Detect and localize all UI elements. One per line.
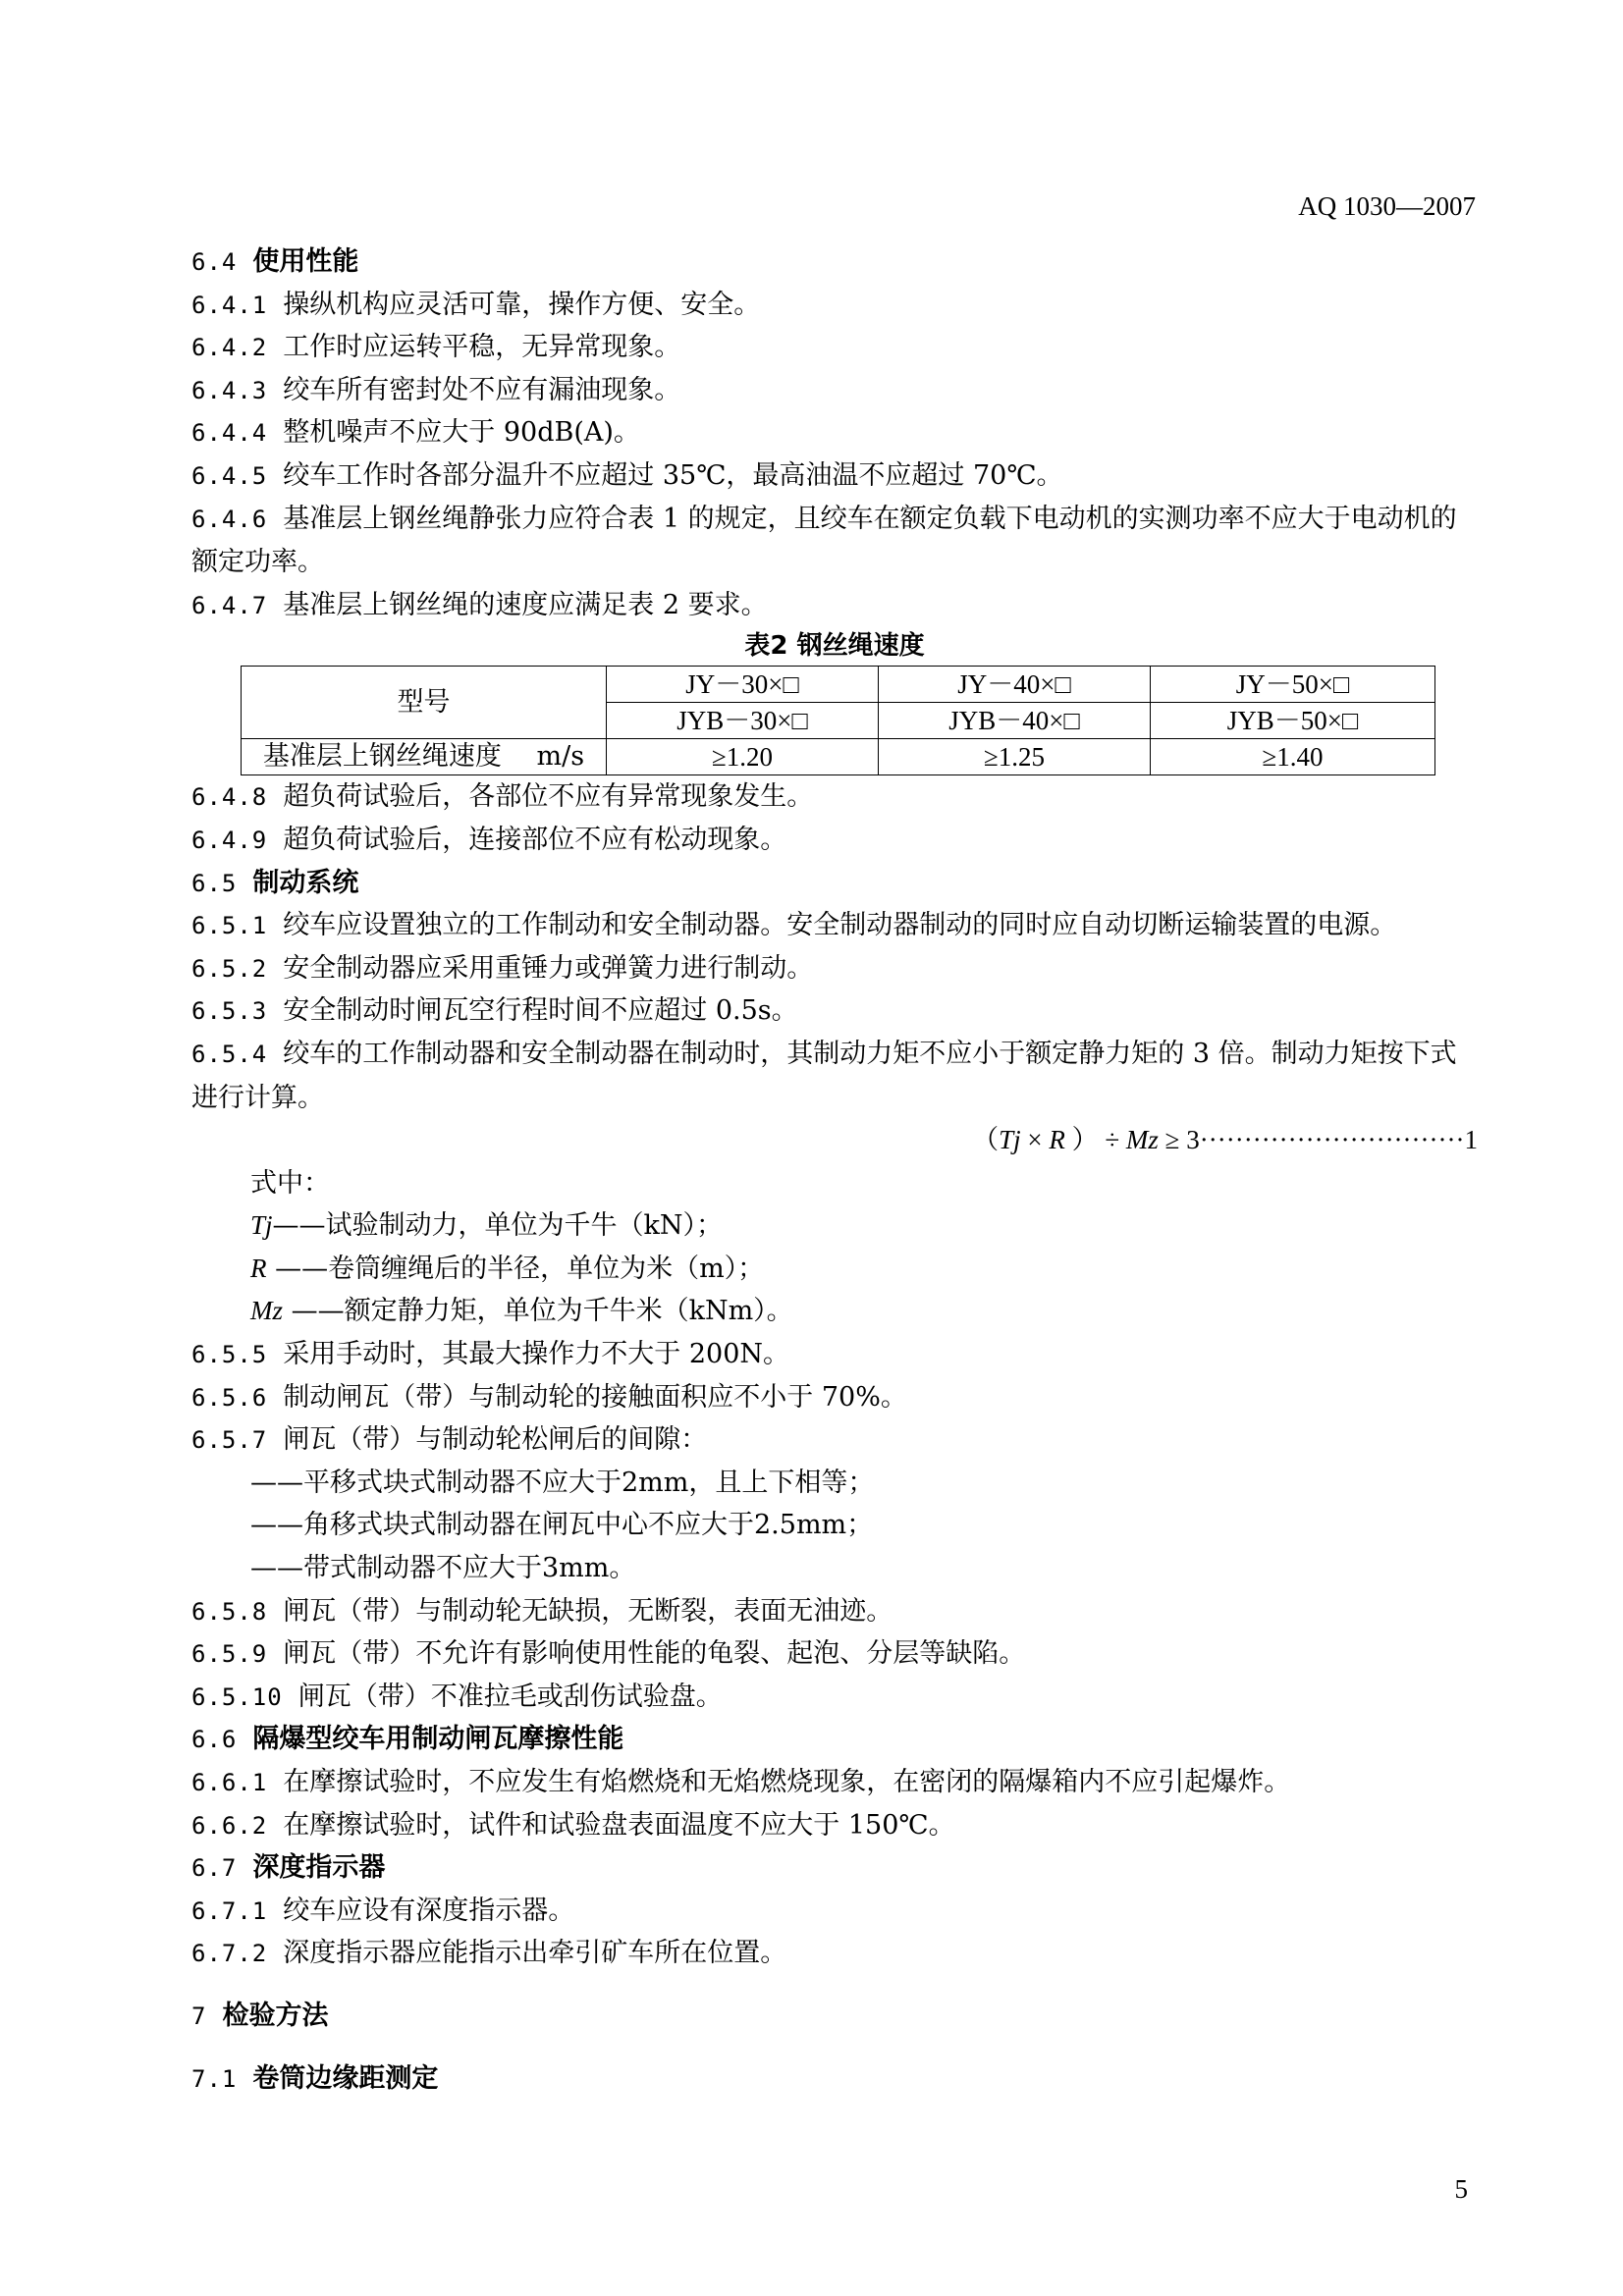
chapter-heading-7: 7 检验方法 (191, 2000, 329, 2031)
clause-6-4-9: 6.4.9 超负荷试验后，连接部位不应有松动现象。 (191, 824, 787, 855)
clause-6-4-2: 6.4.2 工作时应运转平稳，无异常现象。 (191, 332, 681, 363)
clause-6-5-4: 6.5.4 绞车的工作制动器和安全制动器在制动时，其制动力矩不应小于额定静力矩的 3 倍。制动力矩按下式进行计算。 (191, 1038, 1457, 1113)
clause-6-4-8: 6.4.8 超负荷试验后，各部位不应有异常现象发生。 (191, 781, 814, 813)
clause-6-4-1: 6.4.1 操纵机构应灵活可靠，操作方便、安全。 (191, 289, 761, 320)
standard-code: AQ 1030—2007 (1298, 191, 1476, 221)
model-cell: JY－50×□ (1151, 667, 1435, 703)
model-cell: JY－40×□ (879, 667, 1151, 703)
model-cell: JY－30×□ (607, 667, 879, 703)
equation-number: 1 (1464, 1125, 1478, 1155)
table-row (242, 667, 1435, 703)
clause-6-4-3: 6.4.3 绞车所有密封处不应有漏油现象。 (191, 374, 681, 405)
speed-value-cell: ≥1.25 (879, 739, 1151, 775)
model-cell: JYB－30×□ (607, 703, 879, 739)
clause-6-5-6: 6.5.6 制动闸瓦（带）与制动轮的接触面积应不小于 70%。 (191, 1381, 907, 1413)
clause-6-4-6: 6.4.6 基准层上钢丝绳静张力应符合表 1 的规定，且绞车在额定负载下电动机的实测功率不应大于电动机的额定功率。 (191, 503, 1457, 578)
section-heading-6-6: 6.6 隔爆型绞车用制动闸瓦摩擦性能 (191, 1724, 624, 1755)
section-heading-6-4: 6.4 使用性能 (191, 246, 359, 277)
clause-6-4-7: 6.4.7 基准层上钢丝绳的速度应满足表 2 要求。 (191, 589, 768, 620)
clause-6-5-2: 6.5.2 安全制动器应采用重锤力或弹簧力进行制动。 (191, 952, 814, 984)
clause-6-4-5: 6.4.5 绞车工作时各部分温升不应超过 35℃，最高油温不应超过 70℃。 (191, 459, 1063, 491)
clause-6-4-4: 6.4.4 整机噪声不应大于 90dB(A)。 (191, 417, 640, 449)
where-label: 式中： (250, 1167, 330, 1199)
definition-tj: Tj——试验制动力，单位为千牛（kN）； (250, 1210, 724, 1242)
clause-6-5-1: 6.5.1 绞车应设置独立的工作制动和安全制动器。安全制动器制动的同时应自动切断运输装置的电源。 (191, 910, 1397, 941)
clause-6-5-7: 6.5.7 闸瓦（带）与制动轮松闸后的间隙： (191, 1424, 708, 1456)
speed-value-cell: ≥1.40 (1151, 739, 1435, 775)
clause-6-5-10: 6.5.10 闸瓦（带）不准拉毛或刮伤试验盘。 (191, 1681, 723, 1712)
clause-6-7-1: 6.7.1 绞车应设有深度指示器。 (191, 1895, 575, 1926)
section-heading-6-5: 6.5 制动系统 (191, 867, 359, 898)
dash-item: ——平移式块式制动器不应大于2mm，且上下相等； (250, 1467, 875, 1498)
clause-6-5-3: 6.5.3 安全制动时闸瓦空行程时间不应超过 0.5s。 (191, 995, 798, 1027)
section-heading-6-7: 6.7 深度指示器 (191, 1852, 386, 1884)
definition-mz: Mz ——额定静力矩，单位为千牛米（kNm）。 (250, 1296, 793, 1327)
clause-6-5-9: 6.5.9 闸瓦（带）不允许有影响使用性能的龟裂、起泡、分层等缺陷。 (191, 1638, 1026, 1670)
section-heading-7-1: 7.1 卷筒边缘距测定 (191, 2062, 439, 2094)
clause-6-6-2: 6.6.2 在摩擦试验时，试件和试验盘表面温度不应大于 150℃。 (191, 1809, 955, 1841)
table-row (242, 739, 1435, 775)
speed-value-cell: ≥1.20 (607, 739, 879, 775)
clause-6-7-2: 6.7.2 深度指示器应能指示出牵引矿车所在位置。 (191, 1938, 787, 1969)
dash-item: ——角移式块式制动器在闸瓦中心不应大于2.5mm； (250, 1510, 874, 1541)
table-caption: 表2 钢丝绳速度 (744, 631, 925, 662)
dash-item: ——带式制动器不应大于3mm。 (250, 1553, 636, 1584)
clause-6-6-1: 6.6.1 在摩擦试验时，不应发生有焰燃烧和无焰燃烧现象，在密闭的隔爆箱内不应引起爆炸。 (191, 1767, 1291, 1797)
clause-6-5-5: 6.5.5 采用手动时，其最大操作力不大于 200N。 (191, 1339, 789, 1370)
model-cell: JYB－40×□ (879, 703, 1151, 739)
model-cell: JYB－50×□ (1151, 703, 1435, 739)
rope-speed-table (241, 666, 1435, 775)
speed-label-cell: 基准层上钢丝绳速度 m/s (242, 739, 607, 775)
model-header-cell: 型号 (242, 667, 607, 739)
clause-6-5-8: 6.5.8 闸瓦（带）与制动轮无缺损，无断裂，表面无油迹。 (191, 1595, 893, 1627)
braking-formula: （Tj × R ） ÷ Mz ≥ 3······························1 (972, 1125, 1478, 1155)
document-body (191, 240, 1478, 2100)
definition-r: R ——卷筒缠绳后的半径，单位为米（m）； (250, 1253, 765, 1284)
page-number: 5 (1454, 2174, 1468, 2204)
